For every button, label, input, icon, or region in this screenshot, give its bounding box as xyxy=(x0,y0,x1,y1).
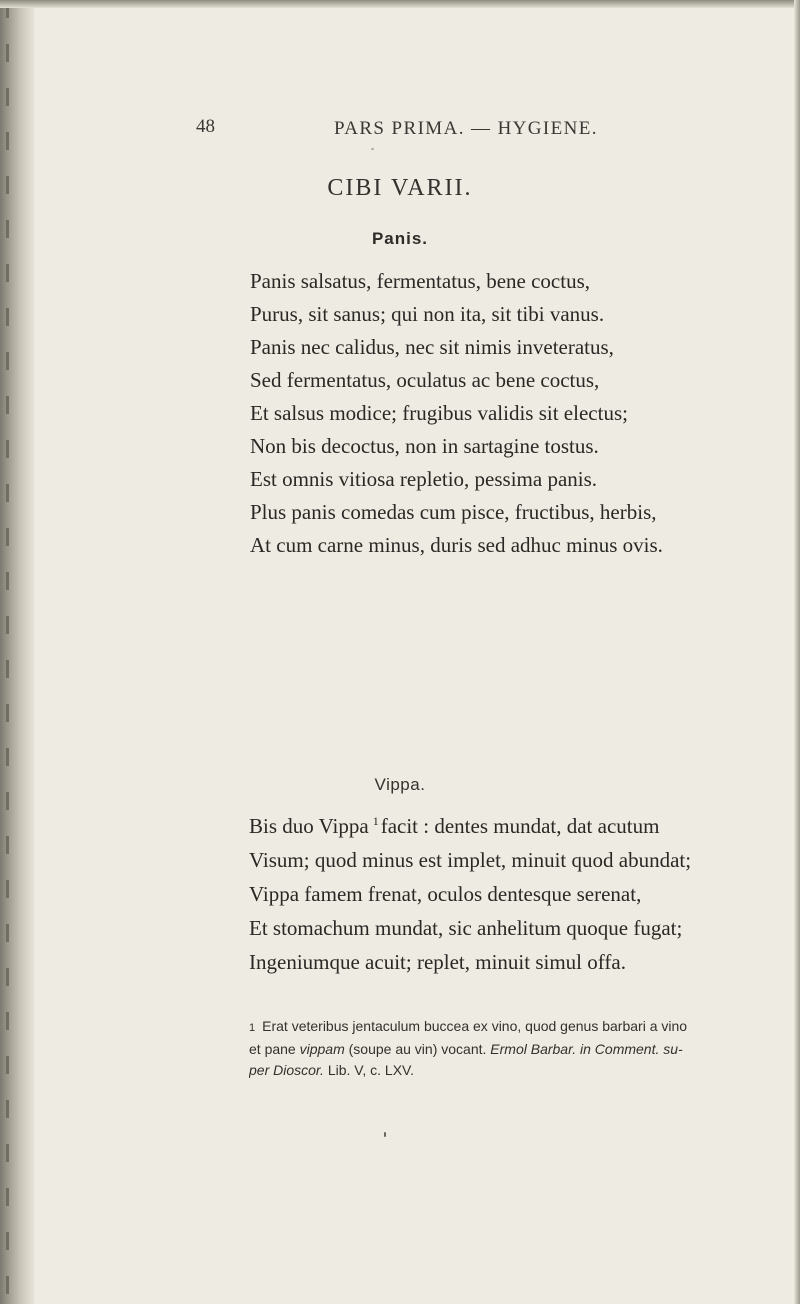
verse-line: Est omnis vitiosa repletio, pessima panis. xyxy=(250,467,598,491)
verse-line: At cum carne minus, duris sed adhuc minus ovis. xyxy=(250,533,663,557)
verse-line: Panis salsatus, fermentatus, bene coctus, xyxy=(250,269,590,293)
verse-line: Panis nec calidus, nec sit nimis inveteratus, xyxy=(250,335,614,359)
footnote-line xyxy=(249,1039,794,1060)
verse-line: Non bis decoctus, non in sartagine tostus. xyxy=(250,434,599,458)
verse-line: Visum; quod minus est implet, minuit quod abundat; xyxy=(249,848,692,872)
footnote-reference: 1 xyxy=(372,814,379,828)
verse-text: Bis duo Vippa xyxy=(249,814,369,838)
paper-speck xyxy=(371,148,374,150)
page-number: 48 xyxy=(196,116,215,137)
verse-line: Vippa famem frenat, oculos dentesque serenat, xyxy=(249,882,642,906)
footnote-text: (soupe au vin) vocant. xyxy=(348,1041,487,1057)
footnote-italic: per Dioscor. xyxy=(249,1062,324,1078)
footnote-italic: Ermol Barbar. in Comment. su- xyxy=(490,1041,683,1057)
footnote-italic: vippam xyxy=(299,1041,345,1057)
verse-line: Ingeniumque acuit; replet, minuit simul offa. xyxy=(249,950,626,974)
verse-line: Et stomachum mundat, sic anhelitum quoque fugat; xyxy=(249,916,683,940)
vippa-heading: Vippa. xyxy=(374,775,426,794)
verse-line: Purus, sit sanus; qui non ita, sit tibi vanus. xyxy=(250,302,605,326)
footnote-text: Erat veteribus jentaculum buccea ex vino, quod genus barbari a vino xyxy=(262,1018,688,1034)
section-title: CIBI VARII. xyxy=(327,175,473,201)
footnote-line xyxy=(249,1060,794,1081)
footnote xyxy=(249,1016,794,1081)
paper-speck xyxy=(384,1132,386,1137)
verse-line: Plus panis comedas cum pisce, fructibus, herbis, xyxy=(250,500,657,524)
footnote-line xyxy=(249,1016,794,1039)
verse-line: Sed fermentatus, oculatus ac bene coctus, xyxy=(250,368,600,392)
vippa-verse xyxy=(249,809,691,979)
panis-heading: Panis. xyxy=(371,229,429,248)
verse-line: Et salsus modice; frugibus validis sit electus; xyxy=(250,401,628,425)
footnote-text: et pane xyxy=(249,1041,296,1057)
footnote-text: Lib. V, c. LXV. xyxy=(327,1062,414,1078)
verse-line xyxy=(249,809,691,843)
footnote-number: 1 xyxy=(249,1022,256,1034)
running-title: PARS PRIMA. — HYGIENE. xyxy=(334,118,598,139)
panis-verse xyxy=(250,265,663,562)
verse-text: facit : dentes mundat, dat acutum xyxy=(380,814,660,838)
